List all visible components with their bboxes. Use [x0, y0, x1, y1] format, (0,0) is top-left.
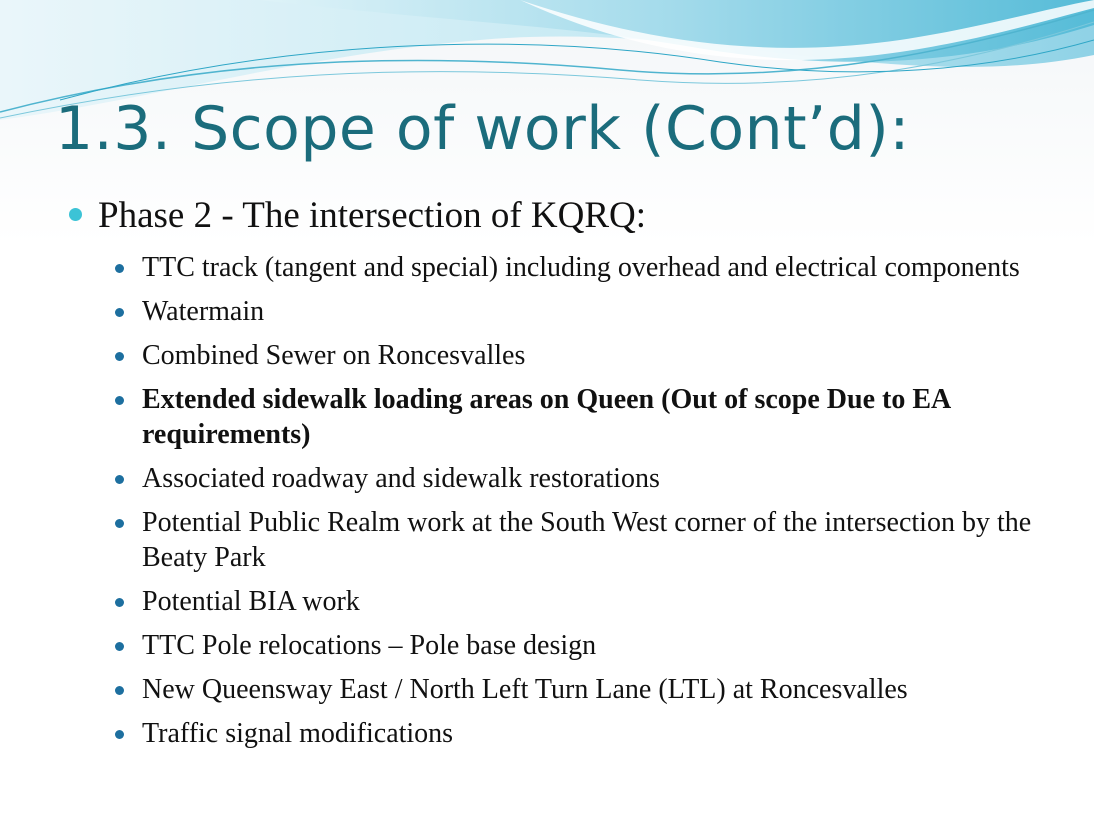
- list-item-text: Associated roadway and sidewalk restorations: [142, 463, 660, 494]
- small-round-bullet-icon: [115, 264, 124, 273]
- scope-item-list: [112, 250, 1042, 760]
- phase-heading: Phase 2 - The intersection of KQRQ:: [98, 195, 647, 236]
- list-item-text: Potential BIA work: [142, 586, 360, 617]
- phase-list: [68, 194, 646, 238]
- list-item-text: TTC track (tangent and special) including overhead and electrical components: [142, 252, 1020, 283]
- small-round-bullet-icon: [115, 730, 124, 739]
- list-item-text: Extended sidewalk loading areas on Queen (Out of scope Due to EA requirements): [142, 384, 950, 450]
- list-item: [112, 461, 1042, 496]
- list-item-text: Potential Public Realm work at the South West corner of the intersection by the Beaty Park: [142, 507, 1032, 573]
- list-item: [112, 294, 1042, 329]
- list-item: [112, 505, 1042, 575]
- slide-title: 1.3. Scope of work (Cont’d):: [55, 94, 910, 164]
- small-round-bullet-icon: [115, 642, 124, 651]
- small-round-bullet-icon: [115, 396, 124, 405]
- list-item-text: Traffic signal modifications: [142, 718, 454, 749]
- small-round-bullet-icon: [115, 519, 124, 528]
- small-round-bullet-icon: [115, 475, 124, 484]
- small-round-bullet-icon: [115, 352, 124, 361]
- list-item: [112, 716, 1042, 751]
- small-round-bullet-icon: [115, 686, 124, 695]
- list-item-text: Watermain: [142, 296, 265, 327]
- list-item: [112, 584, 1042, 619]
- round-bullet-icon: [69, 208, 82, 221]
- list-item: [112, 250, 1042, 285]
- phase-heading-item: [68, 194, 646, 238]
- list-item-text: Combined Sewer on Roncesvalles: [142, 340, 526, 371]
- list-item-text: New Queensway East / North Left Turn Lane (LTL) at Roncesvalles: [142, 674, 908, 705]
- list-item-bold: [112, 382, 1042, 452]
- list-item: [112, 338, 1042, 373]
- list-item: [112, 628, 1042, 663]
- list-item-text: TTC Pole relocations – Pole base design: [142, 630, 597, 661]
- small-round-bullet-icon: [115, 598, 124, 607]
- list-item: [112, 672, 1042, 707]
- small-round-bullet-icon: [115, 308, 124, 317]
